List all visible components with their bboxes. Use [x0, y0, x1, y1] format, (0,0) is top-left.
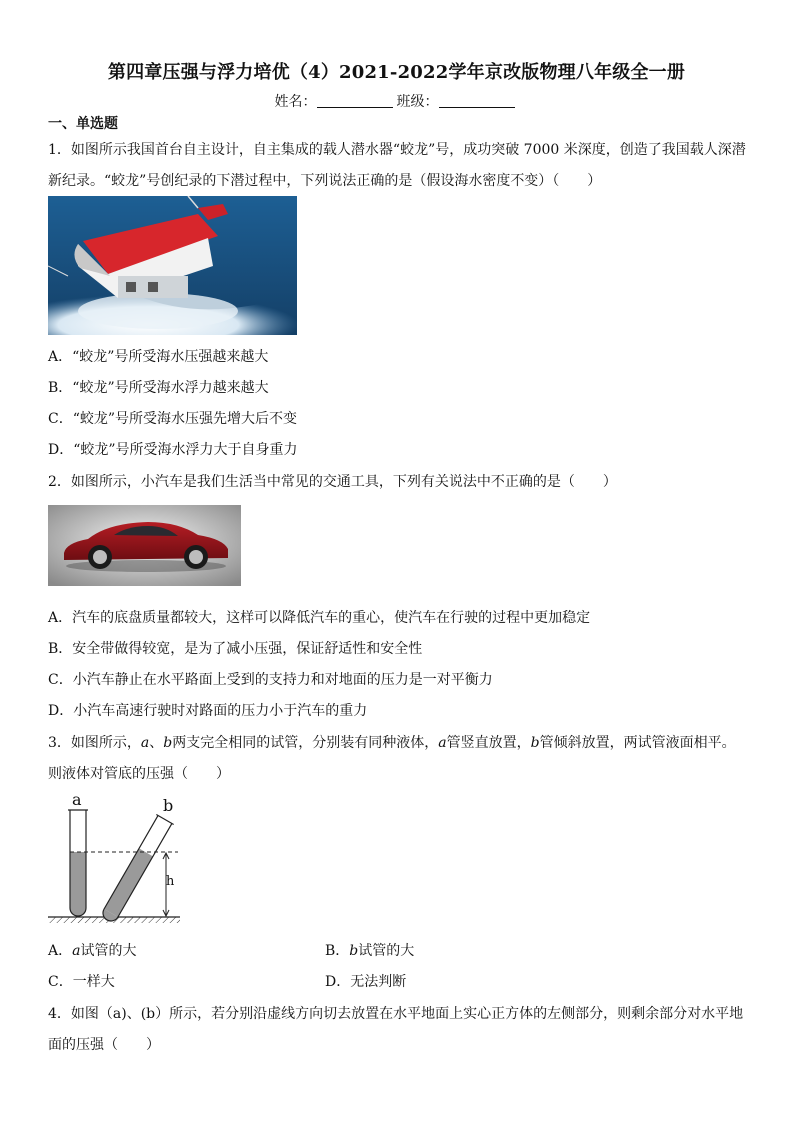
q3-option-a[interactable]: A．a试管的大 — [48, 943, 137, 959]
var-a: a — [438, 735, 447, 751]
q1-option-a[interactable]: A．“蛟龙”号所受海水压强越来越大 — [48, 349, 269, 365]
var-a: a — [140, 735, 150, 751]
test-tube-diagram — [48, 790, 183, 925]
q1-stem-line-2: 新纪录。“蛟龙”号创纪录的下潜过程中，下列说法正确的是（假设海水密度不变）（ ） — [48, 173, 602, 189]
car-photo — [48, 505, 241, 586]
q2-stem-line-1: 2．如图所示，小汽车是我们生活当中常见的交通工具，下列有关说法中不正确的是（ ） — [48, 474, 617, 490]
height-label: h — [166, 874, 175, 889]
q1-stem-line-1: 1．如图所示我国首台自主设计，自主集成的载人潜水器“蛟龙”号，成功突破 7000 米深度，创造了我国载人深潜 — [48, 142, 746, 158]
var-b: b — [163, 735, 173, 751]
q3-stem-line-2: 则液体对管底的压强（ ） — [48, 766, 230, 782]
section-title: 一、单选题 — [48, 116, 118, 132]
q2-option-d[interactable]: D．小汽车高速行驶时对路面的压力小于汽车的重力 — [48, 703, 368, 719]
q4-stem-line-2: 面的压强（ ） — [48, 1037, 160, 1053]
q2-option-b[interactable]: B．安全带做得较宽，是为了减小压强，保证舒适性和安全性 — [48, 641, 423, 657]
q1-option-d[interactable]: D．“蛟龙”号所受海水浮力大于自身重力 — [48, 442, 298, 458]
q1-option-b[interactable]: B．“蛟龙”号所受海水浮力越来越大 — [48, 380, 269, 396]
q2-option-c[interactable]: C．小汽车静止在水平路面上受到的支持力和对地面的压力是一对平衡力 — [48, 672, 493, 688]
q3-option-c[interactable]: C．一样大 — [48, 974, 115, 990]
name-blank[interactable] — [317, 94, 393, 108]
tube-b-label: b — [163, 796, 174, 815]
student-info — [0, 91, 793, 111]
submersible-photo — [48, 196, 297, 335]
tube-a-label: a — [72, 790, 82, 809]
page-title: 第四章压强与浮力培优（4）2021-2022学年京改版物理八年级全一册 — [107, 62, 686, 83]
q3-option-b[interactable]: B．b试管的大 — [325, 943, 415, 959]
q1-option-c[interactable]: C．“蛟龙”号所受海水压强先增大后不变 — [48, 411, 298, 427]
class-label: 班级： — [396, 94, 439, 110]
name-label: 姓名： — [274, 94, 317, 110]
q4-stem-line-1: 4．如图（a)、(b）所示，若分别沿虚线方向切去放置在水平地面上实心正方体的左侧部分，则剩余部分对水平地 — [48, 1006, 744, 1022]
class-blank[interactable] — [439, 94, 515, 108]
q3-option-d[interactable]: D．无法判断 — [325, 974, 407, 990]
q2-option-a[interactable]: A．汽车的底盘质量都较大，这样可以降低汽车的重心，使汽车在行驶的过程中更加稳定 — [48, 610, 591, 626]
q3-stem-line-1: 3．如图所示，a、b两支完全相同的试管，分别装有同种液体，a管竖直放置，b管倾斜放置，两试管液面相平。 — [48, 735, 736, 751]
var-b: b — [530, 735, 540, 751]
